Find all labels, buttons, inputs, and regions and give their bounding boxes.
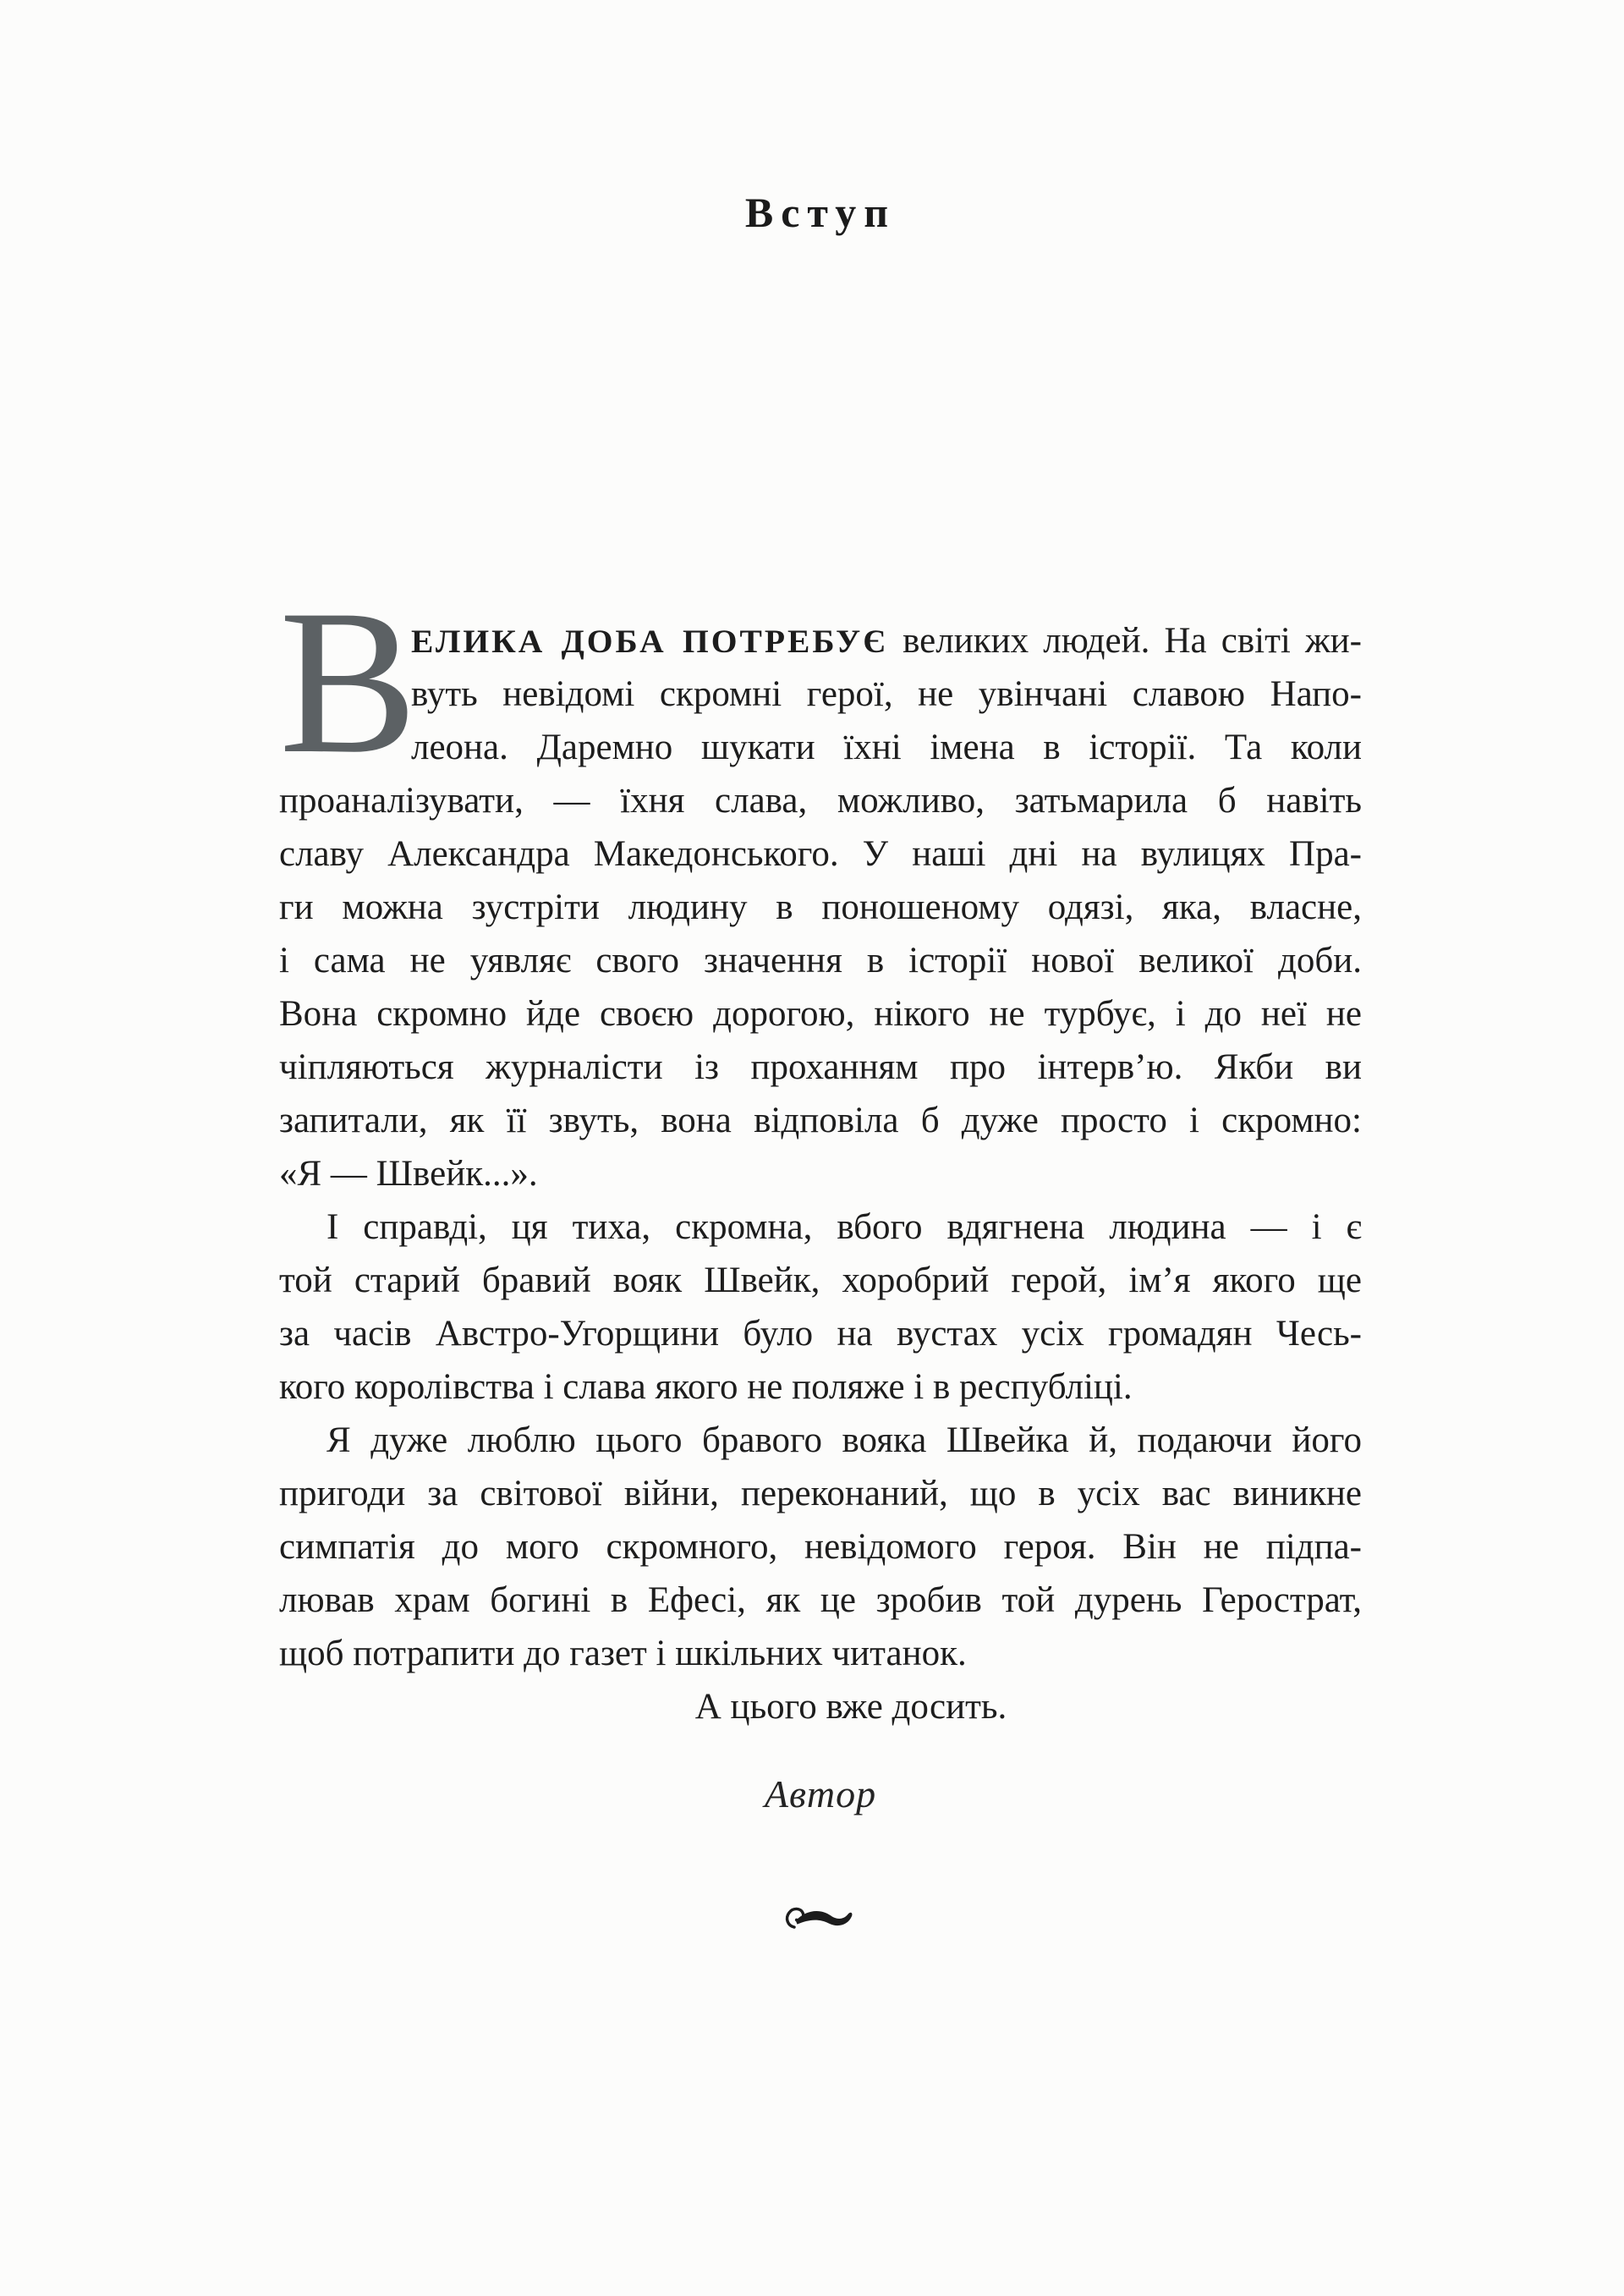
text-line: чіпляються журналісти із проханням про інтерв’ю. Якби ви bbox=[279, 1047, 1362, 1087]
paragraph-3 bbox=[279, 1414, 1362, 1680]
paragraph-1 bbox=[279, 567, 1362, 1200]
text-line: вуть невідомі скромні герої, не увінчані славою Напо- bbox=[411, 674, 1362, 714]
text-line: той старий бравий вояк Швейк, хоробрий герой, ім’я якого ще bbox=[279, 1261, 1362, 1300]
line-text: великих людей. На світі жи- bbox=[888, 621, 1362, 661]
body-text bbox=[279, 567, 1362, 1733]
dropcap-letter: В bbox=[279, 567, 418, 796]
text-line: запитали, як її звуть, вона відповіла б дуже просто і скромно: bbox=[279, 1101, 1362, 1140]
chapter-title: Вступ bbox=[744, 189, 897, 236]
text-line: кого королівства і слава якого не поляже і в республіці. bbox=[279, 1367, 1133, 1407]
text-line: лював храм богині в Ефесі, як це зробив той дурень Герострат, bbox=[279, 1580, 1362, 1620]
lead-in-smallcaps: ЕЛИКА ДОБА ПОТРЕБУЄ bbox=[411, 623, 889, 660]
text-line: «Я — Швейк...». bbox=[279, 1154, 538, 1194]
text-line: І справді, ця тиха, скромна, вбого вдягнена людина — і є bbox=[326, 1207, 1362, 1247]
text-line: симпатія до мого скромного, невідомого героя. Він не підпа- bbox=[279, 1527, 1362, 1567]
text-line: ги можна зустріти людину в поношеному одязі, яка, власне, bbox=[279, 887, 1362, 927]
text-line: пригоди за світової війни, переконаний, що в усіх вас виникне bbox=[279, 1474, 1362, 1513]
text-line: Я дуже люблю цього бравого вояка Швейка й, подаючи його bbox=[326, 1420, 1362, 1460]
text-line: славу Александра Македонського. У наші дні на вулицях Пра- bbox=[279, 834, 1362, 874]
closing-line: А цього вже досить. bbox=[694, 1687, 1007, 1727]
flourish-ornament bbox=[279, 1898, 1362, 1936]
text-line: Вона скромно йде своєю дорогою, нікого не турбує, і до неї не bbox=[279, 994, 1362, 1034]
text-line: проаналізувати, — їхня слава, можливо, затьмарила б навіть bbox=[279, 781, 1362, 821]
paragraph-2 bbox=[279, 1200, 1362, 1414]
text-line: леона. Даремно шукати їхні імена в історії. Та коли bbox=[411, 728, 1362, 767]
text-line: за часів Австро-Угорщини було на вустах усіх громадян Чесь- bbox=[279, 1314, 1362, 1354]
text-line bbox=[411, 614, 1362, 667]
author-signature: Автор bbox=[764, 1772, 877, 1815]
text-line: щоб потрапити до газет і шкільних читанок. bbox=[279, 1634, 967, 1673]
text-line: і сама не уявляє свого значення в історії нової великої доби. bbox=[279, 941, 1362, 980]
flourish-icon bbox=[784, 1898, 857, 1936]
